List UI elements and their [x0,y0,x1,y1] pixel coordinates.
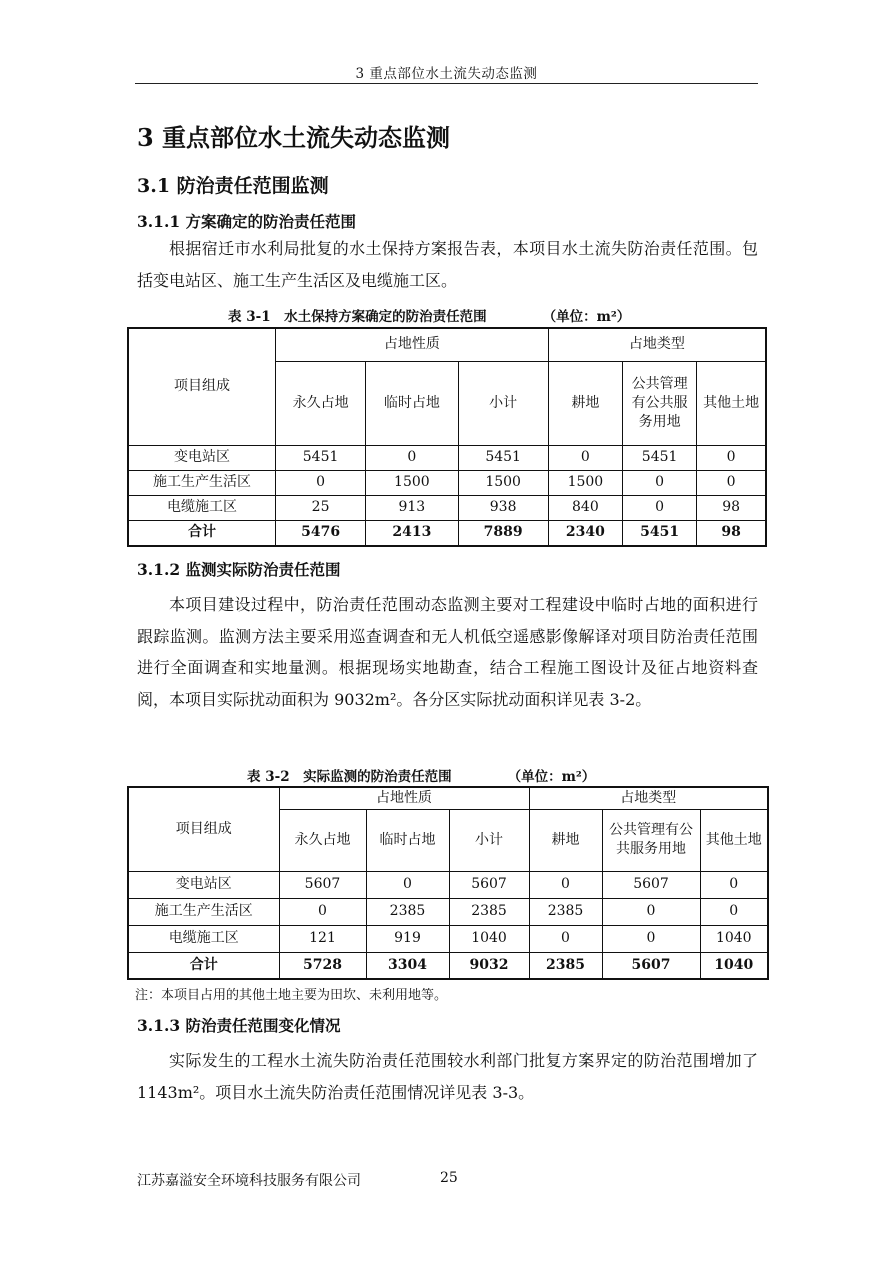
table-header-land-nature: 占地性质 [279,787,529,809]
table-header-permanent: 永久占地 [275,361,365,445]
table-cell: 0 [529,925,602,952]
table-cell: 0 [279,898,366,925]
table-cell: 5607 [602,952,700,979]
table-cell: 0 [366,871,449,898]
table-cell: 电缆施工区 [128,925,279,952]
table-cell: 0 [602,898,700,925]
table-cell: 合计 [128,952,279,979]
table-cell: 3304 [366,952,449,979]
table-cell: 施工生产生活区 [128,470,275,495]
table-cell: 1040 [449,925,529,952]
table-cell: 2385 [366,898,449,925]
table-header-subtotal: 小计 [458,361,548,445]
table-3-1 [127,327,767,547]
table-cell: 98 [697,520,766,546]
table-cell: 1040 [700,952,768,979]
table-3-2-unit: （单位：m²） [507,769,596,785]
table-cell: 9032 [449,952,529,979]
table-cell: 5451 [623,520,697,546]
table-total-row [128,520,766,546]
table-3-1-title: 表 3-1 水土保持方案确定的防治责任范围 [228,309,487,325]
running-header: 3 重点部位水土流失动态监测 [355,66,538,82]
table-3-2-caption [247,765,595,785]
table-cell: 913 [366,495,458,520]
paragraph-3-1-1: 根据宿迁市水利局批复的水土保持方案报告表，本项目水土流失防治责任范围。包括变电站区、施工生产生活区及电缆施工区。 [137,239,758,290]
table-cell: 121 [279,925,366,952]
table-cell: 5451 [623,445,697,470]
table-cell: 电缆施工区 [128,495,275,520]
table-header-component: 项目组成 [128,328,275,445]
table-header-land-type: 占地类型 [529,787,768,809]
table-total-row [128,952,768,979]
table-cell: 0 [700,871,768,898]
table-header-subtotal: 小计 [449,809,529,871]
table-cell: 1500 [548,470,622,495]
table-cell: 0 [548,445,622,470]
paragraph-3-1-3: 实际发生的工程水土流失防治责任范围较水利部门批复方案界定的防治范围增加了 1143m²。项目水土流失防治责任范围情况详见表 3-3。 [137,1051,758,1102]
table-cell: 0 [700,898,768,925]
subsection-3-1-1-title: 3.1.1 方案确定的防治责任范围 [137,212,357,231]
table-header-temporary: 临时占地 [366,361,458,445]
chapter-title: 3 重点部位水土流失动态监测 [137,123,451,152]
table-header-public-service: 公共管理有公共服务用地 [623,361,697,445]
table-cell: 0 [623,495,697,520]
table-3-1-caption [228,305,630,325]
table-cell: 2340 [548,520,622,546]
table-cell: 0 [366,445,458,470]
table-cell: 1040 [700,925,768,952]
table-cell: 5476 [275,520,365,546]
table-cell: 2385 [449,898,529,925]
table-cell: 变电站区 [128,871,279,898]
table-cell: 1500 [458,470,548,495]
table-cell: 1500 [366,470,458,495]
table-row [128,495,766,520]
table-cell: 施工生产生活区 [128,898,279,925]
table-3-1-unit: （单位：m²） [542,309,631,325]
page-number: 25 [440,1170,458,1186]
section-3-1-title: 3.1 防治责任范围监测 [137,175,329,197]
table-note: 注：本项目占用的其他土地主要为田坎、未利用地等。 [135,988,448,1003]
page-footer [137,1170,458,1190]
table-cell: 98 [697,495,766,520]
table-row [128,925,768,952]
table-cell: 2413 [366,520,458,546]
table-cell: 5607 [279,871,366,898]
table-cell: 840 [548,495,622,520]
table-header-land-type: 占地类型 [548,328,766,361]
table-header-permanent: 永久占地 [279,809,366,871]
table-header-temporary: 临时占地 [366,809,449,871]
subsection-3-1-2-title: 3.1.2 监测实际防治责任范围 [137,560,341,579]
table-cell: 919 [366,925,449,952]
table-cell: 5451 [458,445,548,470]
subsection-3-1-3-title: 3.1.3 防治责任范围变化情况 [137,1016,341,1035]
footer-company: 江苏嘉溢安全环境科技服务有限公司 [137,1173,361,1189]
table-cell: 5607 [602,871,700,898]
table-cell: 0 [623,470,697,495]
table-row [128,898,768,925]
table-cell: 25 [275,495,365,520]
table-cell: 938 [458,495,548,520]
table-cell: 0 [529,871,602,898]
table-cell: 5728 [279,952,366,979]
table-header-public-service: 公共管理有公共服务用地 [602,809,700,871]
table-cell: 2385 [529,952,602,979]
table-header-other-land: 其他土地 [697,361,766,445]
table-header-other-land: 其他土地 [700,809,768,871]
paragraph-3-1-2: 本项目建设过程中，防治责任范围动态监测主要对工程建设中临时占地的面积进行跟踪监测。监测方法主要采用巡查调查和无人机低空遥感影像解译对项目防治责任范围进行全面调查和实地量测。根据现场实地勘查，结合工程施工图设计及征占地资料查阅，本项目实际扰动面积为 9032m²。各分区实际扰动面积详见表 3-2。 [137,595,758,709]
table-cell: 0 [602,925,700,952]
table-cell: 0 [275,470,365,495]
table-cell: 5451 [275,445,365,470]
table-cell: 2385 [529,898,602,925]
table-3-2-title: 表 3-2 实际监测的防治责任范围 [247,769,452,785]
table-header-land-nature: 占地性质 [275,328,548,361]
table-cell: 0 [697,470,766,495]
table-cell: 合计 [128,520,275,546]
table-header-farmland: 耕地 [529,809,602,871]
table-cell: 7889 [458,520,548,546]
table-cell: 0 [697,445,766,470]
table-row [128,470,766,495]
header-divider [135,83,758,84]
table-cell: 5607 [449,871,529,898]
table-cell: 变电站区 [128,445,275,470]
table-row [128,871,768,898]
table-header-component: 项目组成 [128,787,279,871]
table-3-2 [127,786,769,980]
table-row [128,445,766,470]
table-header-farmland: 耕地 [548,361,622,445]
